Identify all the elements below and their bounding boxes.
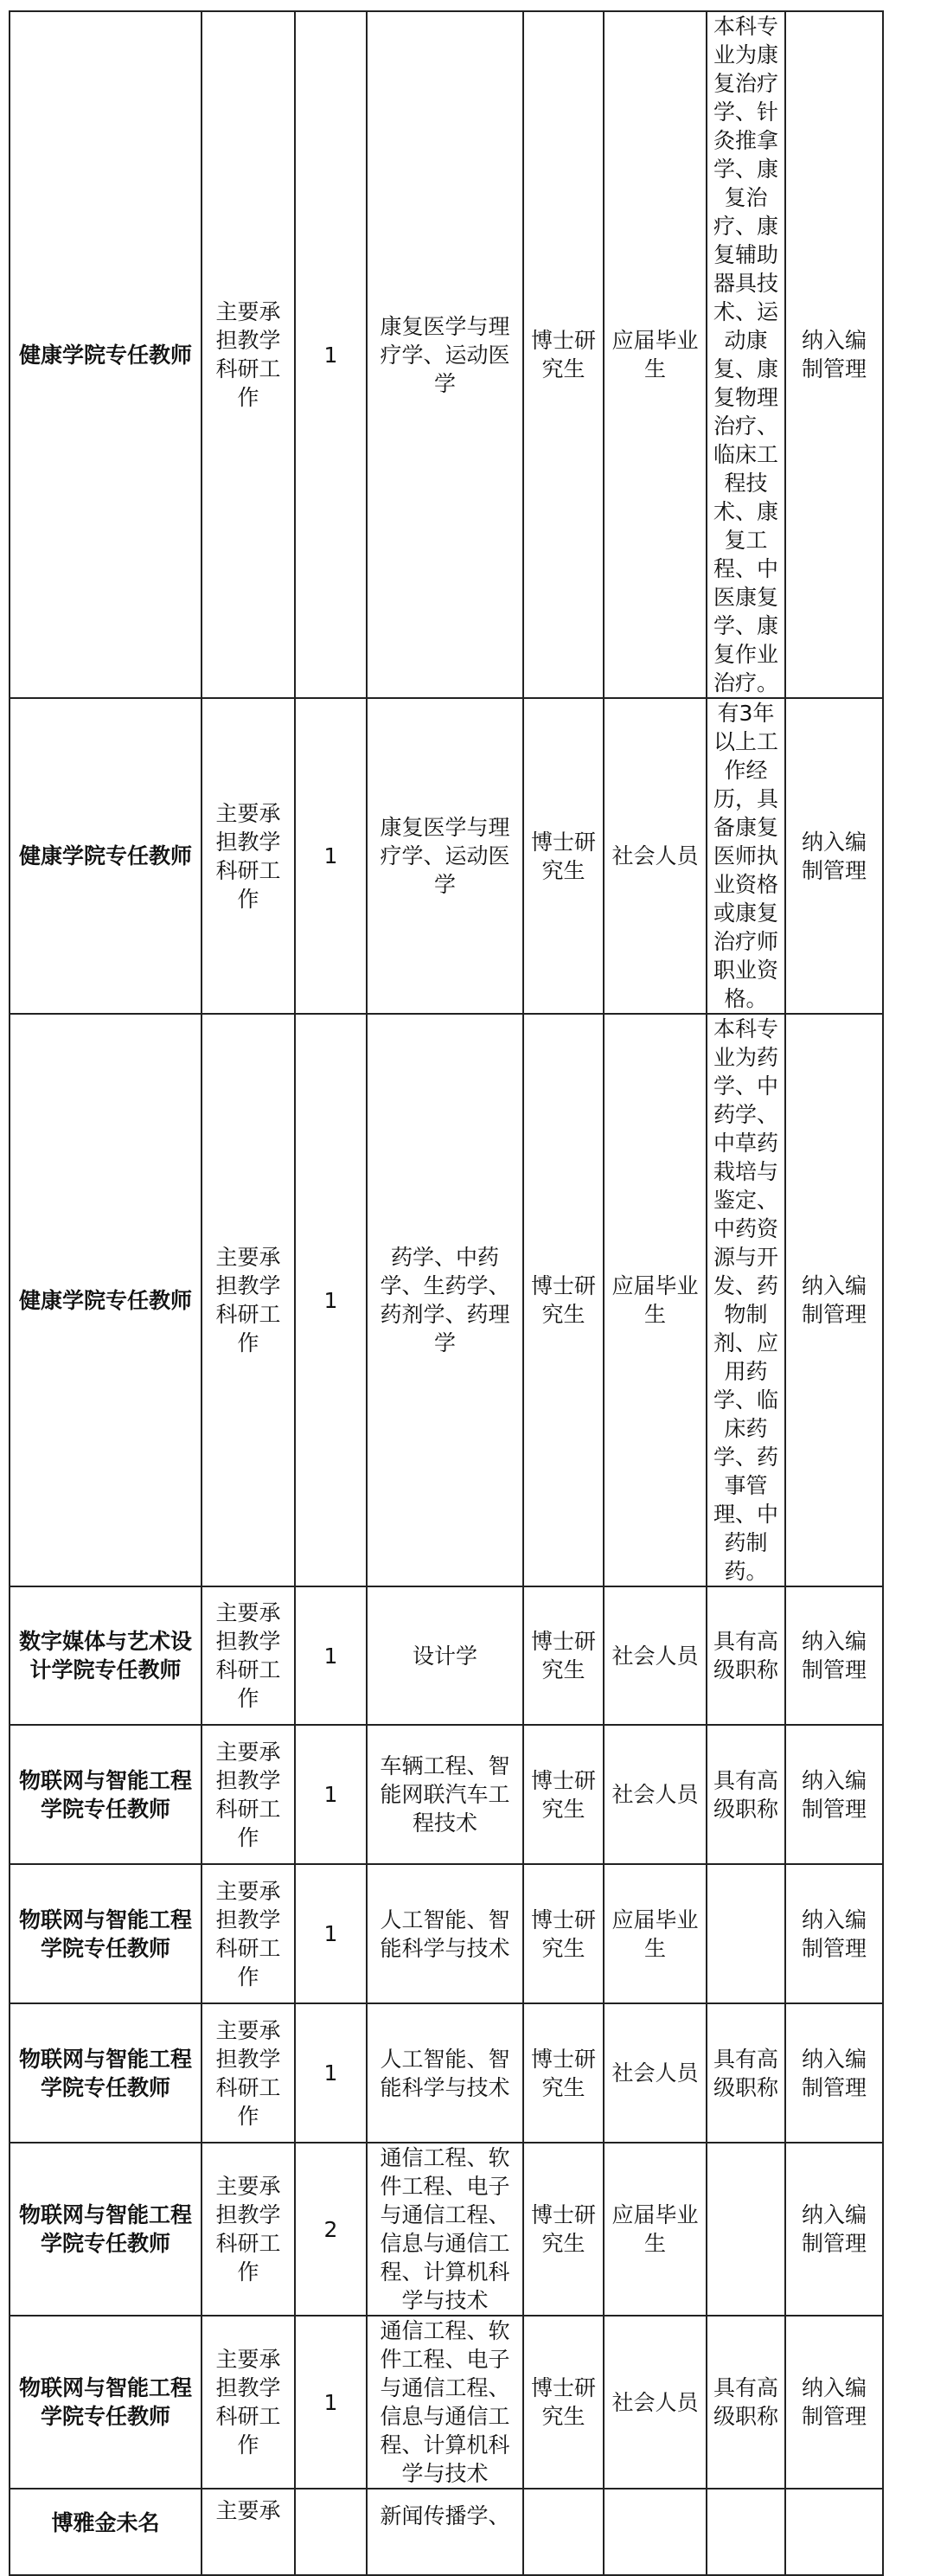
management-cell (785, 2489, 883, 2575)
position-cell: 健康学院专任教师 (10, 1014, 202, 1586)
management-cell: 纳入编制管理 (785, 698, 883, 1014)
table-row (10, 2316, 883, 2489)
duty-cell: 主要承担教学科研工作 (202, 698, 295, 1014)
duty-cell: 主要承担教学科研工作 (202, 2316, 295, 2489)
position-cell: 物联网与智能工程学院专任教师 (10, 2143, 202, 2316)
duty-cell: 主要承担教学科研工作 (202, 2143, 295, 2316)
source-cell: 应届毕业生 (604, 1014, 707, 1586)
major-cell: 人工智能、智能科学与技术 (367, 1864, 523, 2003)
other-requirements-cell: 具有高级职称 (707, 1725, 785, 1864)
count-cell: 1 (295, 2316, 367, 2489)
duty-cell: 主要承担教学科研工作 (202, 1864, 295, 2003)
major-cell: 通信工程、软件工程、电子与通信工程、信息与通信工程、计算机科学与技术 (367, 2316, 523, 2489)
duty-cell: 主要承担教学科研工作 (202, 1586, 295, 1725)
table-row (10, 11, 883, 698)
other-requirements-cell (707, 1864, 785, 2003)
education-cell (523, 2489, 604, 2575)
count-cell: 1 (295, 1586, 367, 1725)
duty-cell: 主要承担教学科研工作 (202, 1725, 295, 1864)
table-row (10, 1725, 883, 1864)
duty-cell: 主要承 (202, 2489, 295, 2575)
count-cell: 1 (295, 1014, 367, 1586)
position-cell: 健康学院专任教师 (10, 11, 202, 698)
other-requirements-cell: 具有高级职称 (707, 2003, 785, 2143)
major-cell: 新闻传播学、 (367, 2489, 523, 2575)
other-requirements-cell: 本科专业为药学、中药学、中草药栽培与鉴定、中药资源与开发、药物制剂、应用药学、临床药学、药事管理、中药制药。 (707, 1014, 785, 1586)
position-cell: 数字媒体与艺术设计学院专任教师 (10, 1586, 202, 1725)
duty-cell: 主要承担教学科研工作 (202, 2003, 295, 2143)
management-cell: 纳入编制管理 (785, 1725, 883, 1864)
management-cell: 纳入编制管理 (785, 1586, 883, 1725)
count-cell: 2 (295, 2143, 367, 2316)
source-cell: 社会人员 (604, 2316, 707, 2489)
table-row (10, 1014, 883, 1586)
source-cell (604, 2489, 707, 2575)
management-cell: 纳入编制管理 (785, 2316, 883, 2489)
count-cell: 1 (295, 2003, 367, 2143)
education-cell: 博士研究生 (523, 698, 604, 1014)
count-cell: 1 (295, 1864, 367, 2003)
table-row (10, 2489, 883, 2575)
count-cell (295, 2489, 367, 2575)
position-cell: 物联网与智能工程学院专任教师 (10, 1864, 202, 2003)
major-cell: 通信工程、软件工程、电子与通信工程、信息与通信工程、计算机科学与技术 (367, 2143, 523, 2316)
source-cell: 社会人员 (604, 698, 707, 1014)
other-requirements-cell (707, 2489, 785, 2575)
management-cell: 纳入编制管理 (785, 2143, 883, 2316)
duty-cell: 主要承担教学科研工作 (202, 1014, 295, 1586)
table-row (10, 2003, 883, 2143)
education-cell: 博士研究生 (523, 11, 604, 698)
education-cell: 博士研究生 (523, 1864, 604, 2003)
education-cell: 博士研究生 (523, 1725, 604, 1864)
major-cell: 设计学 (367, 1586, 523, 1725)
major-cell: 康复医学与理疗学、运动医学 (367, 11, 523, 698)
count-cell: 1 (295, 11, 367, 698)
management-cell: 纳入编制管理 (785, 2003, 883, 2143)
education-cell: 博士研究生 (523, 2143, 604, 2316)
duty-cell: 主要承担教学科研工作 (202, 11, 295, 698)
major-cell: 药学、中药学、生药学、药剂学、药理学 (367, 1014, 523, 1586)
education-cell: 博士研究生 (523, 1014, 604, 1586)
position-cell: 健康学院专任教师 (10, 698, 202, 1014)
table-row (10, 1586, 883, 1725)
table-row (10, 2143, 883, 2316)
position-cell: 物联网与智能工程学院专任教师 (10, 2316, 202, 2489)
source-cell: 社会人员 (604, 2003, 707, 2143)
source-cell: 社会人员 (604, 1725, 707, 1864)
other-requirements-cell: 本科专业为康复治疗学、针灸推拿学、康复治疗、康复辅助器具技术、运动康复、康复物理治疗、临床工程技术、康复工程、中医康复学、康复作业治疗。 (707, 11, 785, 698)
other-requirements-cell (707, 2143, 785, 2316)
management-cell: 纳入编制管理 (785, 11, 883, 698)
position-cell: 博雅金未名 (10, 2489, 202, 2575)
other-requirements-cell: 有3年以上工作经历，具备康复医师执业资格或康复治疗师职业资格。 (707, 698, 785, 1014)
table-row (10, 698, 883, 1014)
count-cell: 1 (295, 698, 367, 1014)
major-cell: 车辆工程、智能网联汽车工程技术 (367, 1725, 523, 1864)
position-cell: 物联网与智能工程学院专任教师 (10, 1725, 202, 1864)
source-cell: 社会人员 (604, 1586, 707, 1725)
source-cell: 应届毕业生 (604, 11, 707, 698)
management-cell: 纳入编制管理 (785, 1864, 883, 2003)
other-requirements-cell: 具有高级职称 (707, 1586, 785, 1725)
management-cell: 纳入编制管理 (785, 1014, 883, 1586)
count-cell: 1 (295, 1725, 367, 1864)
major-cell: 人工智能、智能科学与技术 (367, 2003, 523, 2143)
recruitment-table (9, 10, 884, 2576)
source-cell: 应届毕业生 (604, 2143, 707, 2316)
table-row (10, 1864, 883, 2003)
education-cell: 博士研究生 (523, 1586, 604, 1725)
other-requirements-cell: 具有高级职称 (707, 2316, 785, 2489)
education-cell: 博士研究生 (523, 2003, 604, 2143)
source-cell: 应届毕业生 (604, 1864, 707, 2003)
position-cell: 物联网与智能工程学院专任教师 (10, 2003, 202, 2143)
education-cell: 博士研究生 (523, 2316, 604, 2489)
major-cell: 康复医学与理疗学、运动医学 (367, 698, 523, 1014)
